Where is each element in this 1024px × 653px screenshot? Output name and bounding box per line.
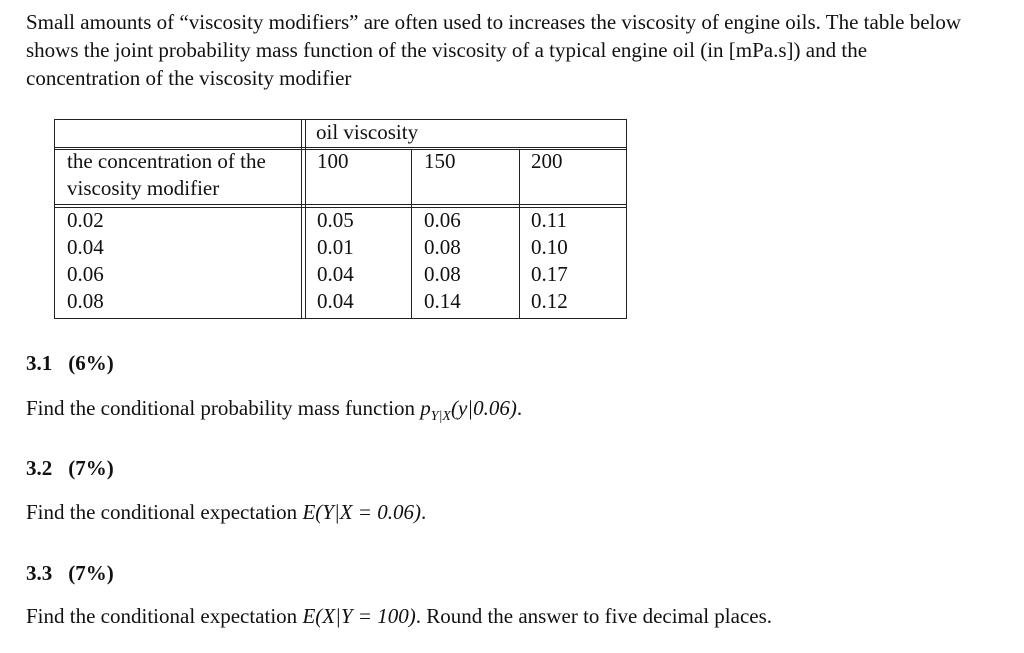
table-cell: 0.17 [531,262,568,286]
table-cell: 0.05 [317,208,354,232]
question-text-end: . [516,396,523,420]
row-header-line1: the concentration of the [67,149,266,173]
table-cell: 0.08 [424,262,461,286]
question-weight: (7%) [68,561,114,585]
table-cell: 0.10 [531,235,568,259]
question-text-end: . [420,500,427,524]
table-cell: 0.04 [317,262,354,286]
group-header-oil-viscosity: oil viscosity [316,120,419,144]
question-text-end: . Round the answer to five decimal places. [415,604,773,628]
intro-paragraph: Small amounts of “viscosity modifiers” are often used to increases the viscosity of engine oils. The table below shows the joint probability mass function of the viscosity of a typical engine oil (in [mPa.s]) and the concentration of the viscosity modifier [26,10,962,90]
math-expression: E(X|Y = 100) [302,604,416,628]
question-text-3-3 [26,603,772,629]
question-heading-3-1 [26,350,114,376]
row-label: 0.06 [67,262,104,286]
row-header-line2: viscosity modifier [67,176,220,200]
table-cell: 0.08 [424,235,461,259]
column-header: 150 [424,149,456,173]
question-text: Find the conditional expectation [26,604,303,628]
math-expression: p [420,396,431,420]
column-header: 100 [317,149,349,173]
joint-pmf-table [54,119,627,319]
row-label: 0.02 [67,208,104,232]
question-text: Find the conditional expectation [26,500,303,524]
table-cell: 0.04 [317,289,354,313]
row-label: 0.04 [67,235,104,259]
question-text-3-2 [26,499,426,525]
question-weight: (7%) [68,456,114,480]
question-number: 3.3 [26,561,53,585]
row-label: 0.08 [67,289,104,313]
question-heading-3-2 [26,455,114,481]
math-subscript: Y|X [430,409,451,424]
column-header: 200 [531,149,563,173]
table-cell: 0.14 [424,289,461,313]
question-text: Find the conditional probability mass function [26,396,421,420]
table-cell: 0.06 [424,208,461,232]
table-cell: 0.11 [531,208,567,232]
question-number: 3.1 [26,351,53,375]
math-arguments: (y|0.06) [450,396,517,420]
question-heading-3-3 [26,560,114,586]
question-number: 3.2 [26,456,53,480]
question-weight: (6%) [68,351,114,375]
table-cell: 0.12 [531,289,568,313]
question-text-3-1 [26,395,522,430]
table-cell: 0.01 [317,235,354,259]
math-expression: E(Y|X = 0.06) [302,500,421,524]
